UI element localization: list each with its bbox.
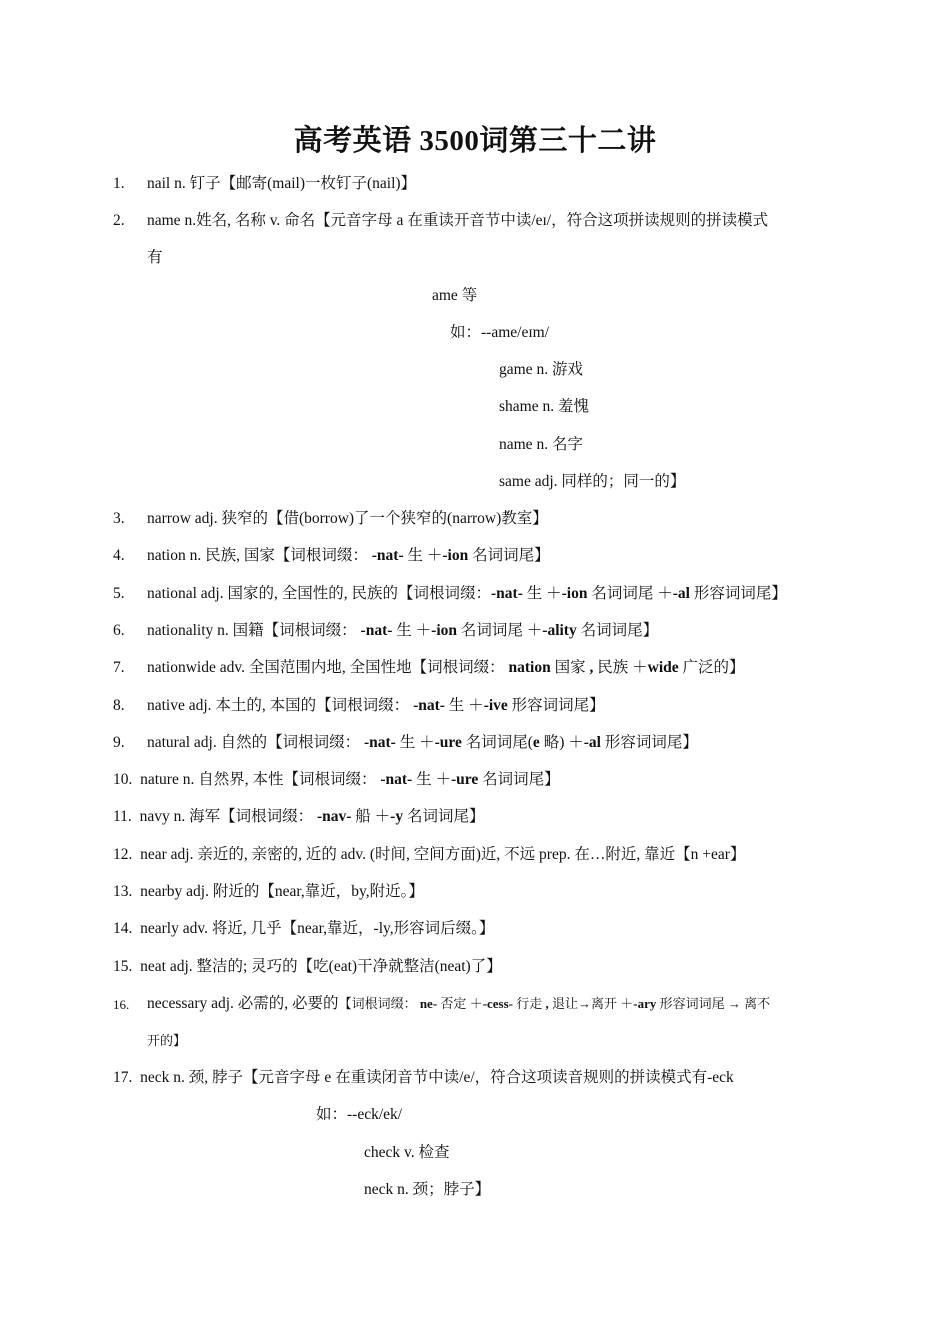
list-item-text [113,1068,734,1088]
list-item-continuation: 有 [147,249,163,266]
text-part: 名词词尾】 [468,547,550,564]
text-part: 船 ＋ [351,808,391,825]
prefix-bold: ne- [419,996,438,1011]
letter-bold: e [532,734,540,751]
text-part: national adj. 国家的, 全国性的, 民族的【词根词缀： [147,585,491,602]
comma-bold: , [589,659,594,676]
text-part: 名词词尾】 [576,622,659,639]
text-part: 【词根词缀： [338,996,420,1011]
list-item-text: same adj. 同样的；同一的】 [499,473,686,490]
list-item-text [113,845,745,865]
item-number: 14. [113,920,133,937]
item-number: 17. [113,1069,133,1086]
root-bold: -nat- [371,547,404,564]
root-bold: -nat- [413,697,445,714]
list-item-text: 如：--ame/eɪm/ [450,324,549,341]
root-bold: wide [647,659,679,676]
text-part: near adj. 亲近的, 亲密的, 近的 adv. (时间, 空间方面)近, 不远 prep. 在…附近, 靠近【n +ear】 [140,846,746,863]
text-part: 名词词尾】 [478,771,560,788]
text-part: 生 ＋ [444,697,484,714]
suffix-bold: -ion [442,547,469,564]
item-number: 7. [113,659,125,676]
root-bold: -cess- [482,996,514,1011]
suffix-bold: -ality [542,622,577,639]
text-part: nationality n. 国籍【词根词缀： [147,622,361,639]
item-number: 2. [113,212,125,229]
item-number: 10. [113,771,133,788]
list-item-text [147,584,787,604]
text-part: 略) ＋ [539,734,584,751]
list-item-text: name n.姓名, 名称 v. 命名【元音字母 a 在重读开音节中读/eɪ/，符合这项拼读规则的拼读模式 [147,212,769,229]
list-item [113,174,125,194]
item-number: 13. [113,883,133,900]
list-item-text: shame n. 羞愧 [499,398,589,415]
item-number: 11. [113,808,132,825]
list-item-text: narrow adj. 狭窄的【借(borrow)了一个狭窄的(narrow)教室】 [147,510,548,527]
text-part: native adj. 本土的, 本国的【词根词缀： [147,697,414,714]
item-number: 9. [113,734,125,751]
list-item-text [147,696,605,716]
suffix-bold: -ary [633,996,657,1011]
list-item-text [113,919,494,939]
list-item-text: 如：--eck/ek/ [316,1106,403,1123]
text-part: 否定 ＋ [437,996,483,1011]
list-item-text [113,957,502,977]
item-number: 5. [113,585,125,602]
text-part: 生 ＋ [412,771,451,788]
item-number: 1. [113,175,125,192]
text-part: nationwide adv. 全国范围内地, 全国性地【词根词缀： [147,659,509,676]
text-part: 名词词尾 ＋ [587,585,673,602]
text-part: nearly adv. 将近, 几乎【near,靠近，-ly,形容词后缀。】 [140,920,495,937]
root-bold: nation [508,659,551,676]
text-part: 退让→离开 ＋ [548,996,634,1011]
text-part: navy n. 海军【词根词缀： [139,808,317,825]
list-item-text: ame 等 [432,287,478,304]
list-item-text [113,807,484,827]
text-part: 生 ＋ [403,547,443,564]
text-part: 形容词词尾】 [600,734,698,751]
list-item-text [113,770,560,790]
list-item-text: neck n. 颈；脖子】 [364,1181,491,1198]
list-item-text [147,733,698,753]
item-number: 12. [113,846,133,863]
text-part: 名词词尾】 [403,808,485,825]
text-part: nation n. 民族, 国家【词根词缀： [147,547,372,564]
list-item-continuation: 开的】 [147,1033,187,1048]
text-part: 行走 [513,996,546,1011]
suffix-bold: -ion [431,622,458,639]
suffix-bold: -ure [434,734,462,751]
text-part: 生 ＋ [395,734,435,751]
list-item-text: name n. 名字 [499,436,583,453]
item-number: 4. [113,547,125,564]
text-part: 名词词尾 ＋ [457,622,543,639]
suffix-bold: -ive [483,697,508,714]
suffix-bold: -al [672,585,690,602]
root-bold: -nat- [491,585,523,602]
list-item-text [147,994,770,1014]
text-part: nearby adj. 附近的【near,靠近，by,附近。】 [140,883,424,900]
suffix-bold: -al [583,734,601,751]
item-number: 8. [113,697,125,714]
list-item-text [113,882,424,902]
suffix-bold: -ure [450,771,479,788]
text-part: 生 ＋ [522,585,562,602]
list-item-text: game n. 游戏 [499,361,583,378]
list-item-text [147,621,658,641]
page-title: 高考英语 3500词第三十二讲 [293,125,657,157]
list-item-text [147,658,745,678]
item-number: 6. [113,622,125,639]
root-bold: -nat- [360,622,393,639]
text-part: 名词词尾( [461,734,533,751]
list-item-text: check v. 检查 [364,1144,450,1161]
text-part: nature n. 自然界, 本性【词根词缀： [140,771,381,788]
text-part: 生 ＋ [392,622,432,639]
text-part: neck n. 颈, 脖子【元音字母 e 在重读闭音节中读/e/，符合这项读音规则的拼读模式有-eck [140,1069,734,1086]
text-part: 广泛的】 [678,659,745,676]
text-part: 形容词词尾 → 离不 [656,996,771,1011]
text-part: natural adj. 自然的【词根词缀： [147,734,364,751]
suffix-bold: -y [390,808,404,825]
item-number: 16. [113,997,130,1012]
suffix-bold: -ion [561,585,588,602]
comma-bold: , [545,996,549,1011]
text-part: neat adj. 整洁的; 灵巧的【吃(eat)干净就整洁(neat)了】 [140,958,502,975]
text-part: 形容词词尾】 [689,585,787,602]
list-item-text: nail n. 钉子【邮寄(mail)一枚钉子(nail)】 [147,175,417,192]
item-number: 3. [113,510,125,527]
text-part: necessary adj. 必需的, 必要的 [147,995,339,1012]
root-bold: -nav- [316,808,352,825]
text-part: 民族 ＋ [593,659,648,676]
list-item-text [147,546,550,566]
text-part: 国家 [550,659,590,676]
text-part: 形容词词尾】 [507,697,605,714]
item-number: 15. [113,958,133,975]
root-bold: -nat- [363,734,396,751]
root-bold: -nat- [380,771,413,788]
